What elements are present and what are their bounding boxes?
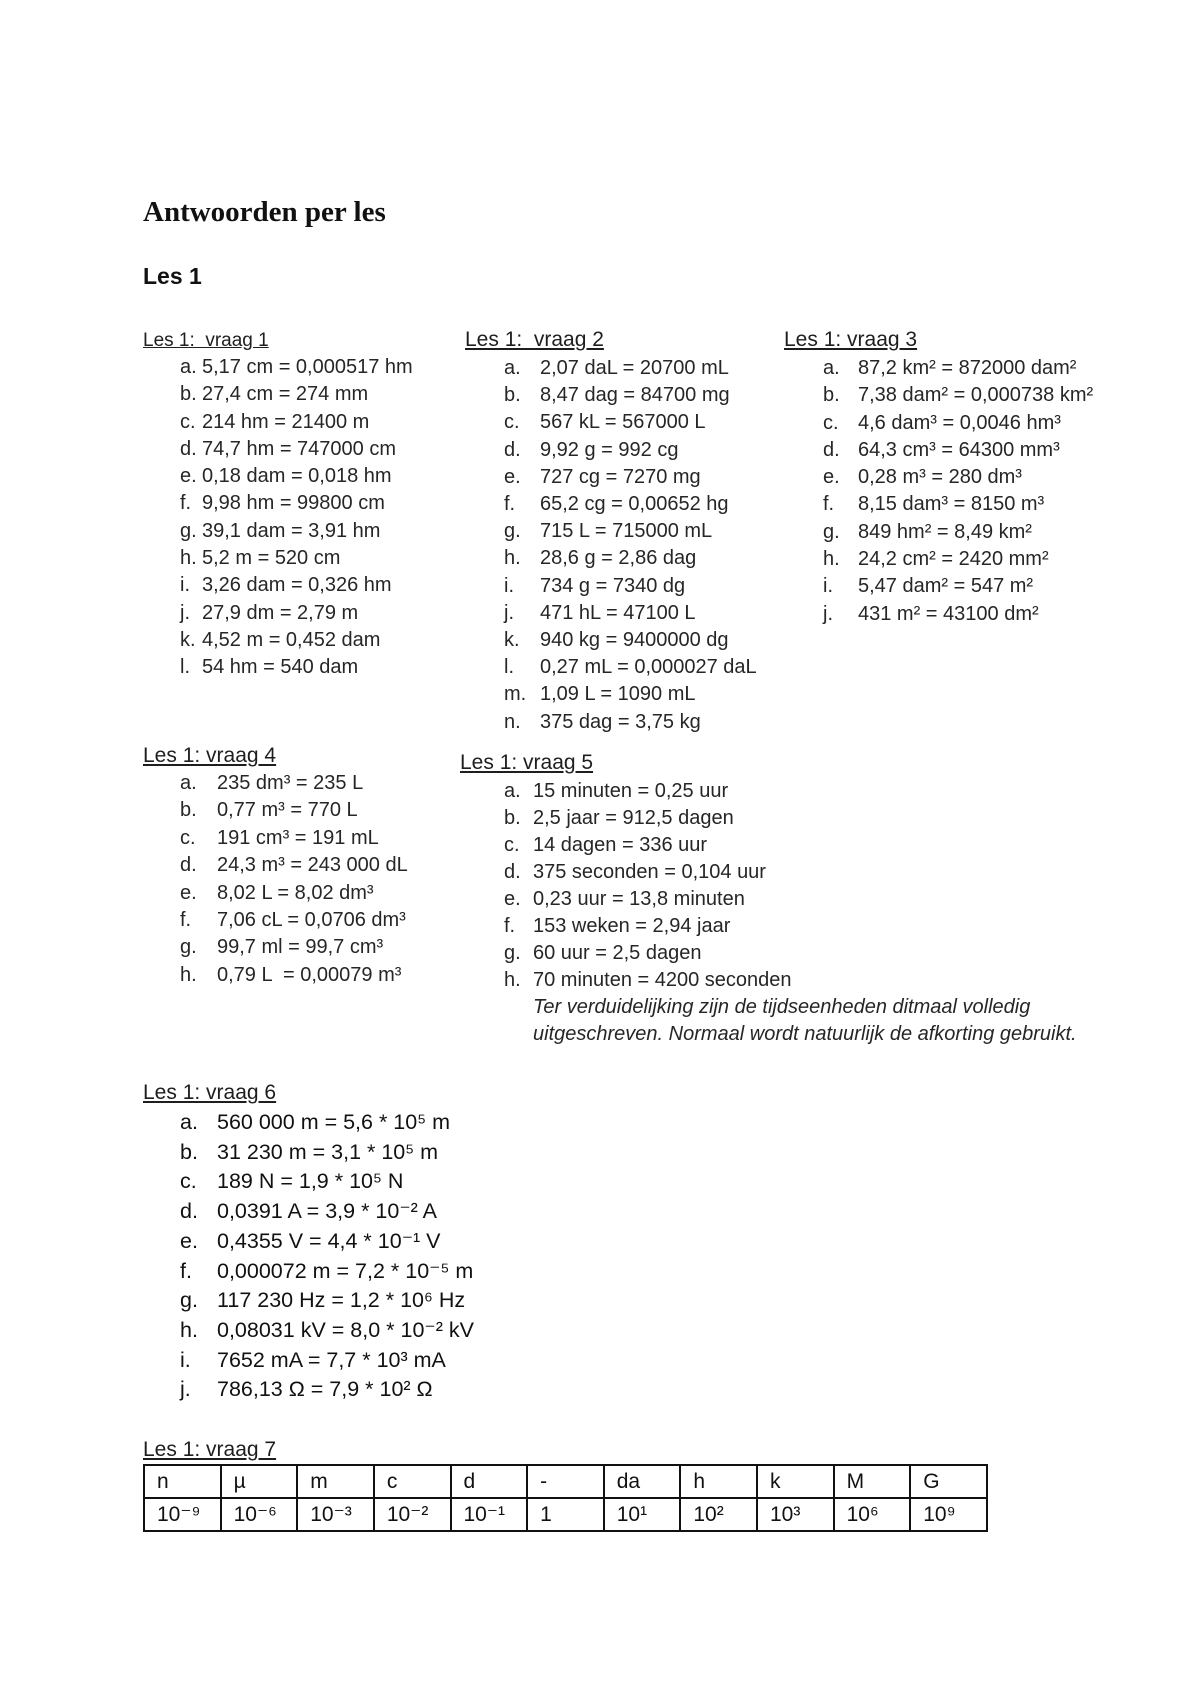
item-answer: 0,000072 m = 7,2 * 10⁻⁵ m [217,1258,474,1283]
vraag5-note-line: Ter verduidelijking zijn de tijdseenheden ditmaal volledig [533,996,1031,1019]
item-letter: h. [180,547,197,570]
power-cell: 10⁻⁶ [221,1498,298,1531]
power-cell: 10⁻² [374,1498,451,1531]
prefix-cell: h [680,1465,757,1498]
item-answer: 7652 mA = 7,7 * 10³ mA [217,1347,446,1372]
item-answer: 3,26 dam = 0,326 hm [202,574,392,597]
vraag3-item-h [784,546,1093,573]
item-letter: i. [180,1347,191,1372]
vraag2-item-i [465,573,757,600]
vraag6-item-c [143,1167,474,1197]
prefix-cell: M [834,1465,911,1498]
item-answer: 27,4 cm = 274 mm [202,383,369,406]
vraag5-item-a [460,778,1077,805]
item-answer: 471 hL = 47100 L [540,601,696,624]
vraag4-section [143,741,408,989]
item-answer: 4,52 m = 0,452 dam [202,628,381,651]
item-letter: a. [823,357,840,379]
vraag6-item-b [143,1138,474,1168]
lesson-heading: Les 1 [143,263,202,289]
vraag3-item-c [784,410,1093,437]
item-letter: g. [504,520,521,543]
item-letter: e. [823,466,840,489]
item-letter: e. [180,881,197,904]
item-answer: 0,28 m³ = 280 dm³ [858,466,1022,489]
item-letter: h. [504,547,521,570]
item-answer: 99,7 ml = 99,7 cm³ [217,936,384,959]
item-answer: 0,08031 kV = 8,0 * 10⁻² kV [217,1317,474,1342]
vraag6-heading: Les 1: vraag 6 [143,1081,277,1104]
item-answer: 117 230 Hz = 1,2 * 10⁶ Hz [217,1288,466,1313]
item-answer: 0,4355 V = 4,4 * 10⁻¹ V [217,1228,441,1253]
prefix-cell: G [910,1465,987,1498]
item-answer: 9,92 g = 992 cg [540,438,679,461]
item-letter: d. [180,437,197,460]
item-letter: b. [180,383,197,406]
item-answer: 2,07 daL = 20700 mL [540,357,729,379]
vraag4-item-g [143,934,408,961]
prefix-row [144,1465,987,1498]
power-cell: 10¹ [604,1498,681,1531]
item-answer: 65,2 cg = 0,00652 hg [540,493,729,516]
page-title: Antwoorden per les [143,196,386,228]
item-letter: e. [504,465,521,488]
item-letter: g. [180,936,197,959]
vraag2-item-m [465,681,757,708]
vraag6-item-g [143,1286,474,1316]
vraag2-item-b [465,382,757,409]
item-letter: d. [180,854,197,877]
item-letter: f. [823,493,835,516]
vraag5-item-b [460,805,1077,832]
power-cell: 10³ [757,1498,834,1531]
item-letter: e. [180,1228,198,1253]
item-letter: d. [504,438,521,461]
item-answer: 0,27 mL = 0,000027 daL [540,656,757,679]
vraag3-item-e [784,464,1093,491]
item-answer: 567 kL = 567000 L [540,411,706,434]
vraag3-item-i [784,573,1093,600]
prefix-cell: n [144,1465,221,1498]
vraag3-section [784,325,1093,628]
item-answer: 5,47 dam² = 547 m² [858,575,1034,598]
item-answer: 64,3 cm³ = 64300 mm³ [858,438,1060,461]
vraag5-section [460,748,1077,1048]
item-answer: 214 hm = 21400 m [202,410,370,433]
vraag1-item-e [143,463,413,490]
item-letter: c. [180,1169,197,1194]
item-answer: 24,3 m³ = 243 000 dL [217,854,408,877]
item-letter: c. [504,833,520,856]
vraag3-item-f [784,491,1093,518]
item-answer: 87,2 km² = 872000 dam² [858,357,1077,379]
item-answer: 375 dag = 3,75 kg [540,710,701,733]
item-answer: 8,02 L = 8,02 dm³ [217,881,374,904]
item-letter: d. [180,1199,198,1224]
item-answer: 70 minuten = 4200 seconden [533,969,792,992]
item-answer: 15 minuten = 0,25 uur [533,779,729,802]
power-cell: 10⁹ [910,1498,987,1531]
vraag2-item-g [465,518,757,545]
vraag5-heading: Les 1: vraag 5 [460,751,594,774]
vraag6-section [143,1078,474,1405]
item-letter: h. [180,1317,198,1342]
vraag1-item-h [143,545,413,572]
item-answer: 24,2 cm² = 2420 mm² [858,548,1049,571]
vraag6-item-f [143,1257,474,1287]
item-answer: 0,23 uur = 13,8 minuten [533,887,745,910]
vraag4-item-h [143,962,408,989]
vraag2-item-l [465,654,757,681]
prefix-cell: m [297,1465,374,1498]
item-answer: 2,5 jaar = 912,5 dagen [533,806,734,829]
item-answer: 0,18 dam = 0,018 hm [202,465,392,488]
vraag3-heading: Les 1: vraag 3 [784,328,918,351]
item-answer: 74,7 hm = 747000 cm [202,437,397,460]
item-answer: 31 230 m = 3,1 * 10⁵ m [217,1139,439,1164]
vraag1-heading: Les 1: vraag 1 [143,330,269,351]
vraag4-heading: Les 1: vraag 4 [143,744,277,767]
vraag6-item-a [143,1108,474,1138]
vraag5-item-f [460,913,1077,940]
item-answer: 849 hm² = 8,49 km² [858,520,1032,543]
item-answer: 727 cg = 7270 mg [540,465,701,488]
prefix-cell: c [374,1465,451,1498]
prefix-cell: d [451,1465,528,1498]
vraag6-item-d [143,1197,474,1227]
vraag3-item-j [784,601,1093,628]
vraag2-item-h [465,545,757,572]
vraag3-item-a [784,355,1093,382]
vraag2-item-n [465,709,757,736]
power-row [144,1498,987,1531]
vraag6-item-e [143,1227,474,1257]
item-letter: d. [823,438,840,461]
item-letter: a. [180,356,197,378]
vraag5-note-line: uitgeschreven. Normaal wordt natuurlijk de afkorting gebruikt. [533,1023,1077,1046]
power-cell: 10⁶ [834,1498,911,1531]
item-answer: 39,1 dam = 3,91 hm [202,519,381,542]
vraag1-list [143,354,413,682]
item-letter: n. [504,710,521,733]
prefix-table [143,1464,988,1532]
vraag3-item-b [784,382,1093,409]
vraag7-section [143,1436,988,1532]
vraag4-list [143,770,408,989]
item-letter: c. [504,411,520,434]
item-letter: l. [180,656,190,679]
item-answer: 14 dagen = 336 uur [533,833,708,856]
prefix-cell: k [757,1465,834,1498]
vraag2-list [465,355,757,736]
item-answer: 4,6 dam³ = 0,0046 hm³ [858,411,1061,434]
item-letter: i. [180,574,190,597]
power-cell: 10² [680,1498,757,1531]
vraag4-item-f [143,907,408,934]
vraag1-item-c [143,409,413,436]
item-letter: f. [180,909,192,932]
vraag1-item-a [143,354,413,381]
vraag2-item-e [465,464,757,491]
item-answer: 375 seconden = 0,104 uur [533,860,766,883]
item-letter: f. [180,1258,192,1283]
vraag1-item-f [143,490,413,517]
item-answer: 189 N = 1,9 * 10⁵ N [217,1169,404,1194]
vraag2-item-k [465,627,757,654]
prefix-cell: da [604,1465,681,1498]
vraag4-item-c [143,825,408,852]
vraag1-item-k [143,627,413,654]
vraag4-item-d [143,852,408,879]
vraag5-item-d [460,859,1077,886]
item-letter: e. [504,887,521,910]
vraag1-item-j [143,600,413,627]
item-answer: 28,6 g = 2,86 dag [540,547,697,570]
vraag6-item-i [143,1346,474,1376]
item-letter: b. [180,1139,198,1164]
item-letter: b. [823,384,840,407]
vraag6-item-j [143,1375,474,1405]
item-letter: f. [504,914,516,937]
vraag1-section [143,327,413,682]
item-answer: 5,17 cm = 0,000517 hm [202,356,413,378]
vraag1-item-i [143,572,413,599]
item-letter: b. [504,806,521,829]
vraag2-heading: Les 1: vraag 2 [465,328,604,351]
vraag3-item-d [784,437,1093,464]
item-answer: 235 dm³ = 235 L [217,772,364,794]
item-letter: f. [180,492,192,515]
item-letter: i. [504,574,514,597]
vraag4-item-e [143,880,408,907]
item-letter: b. [180,799,197,822]
item-answer: 27,9 dm = 2,79 m [202,601,359,624]
item-letter: i. [823,575,833,598]
vraag1-item-l [143,654,413,681]
item-letter: a. [504,357,521,379]
item-answer: 9,98 hm = 99800 cm [202,492,385,515]
item-letter: j. [504,601,514,624]
item-answer: 734 g = 7340 dg [540,574,686,597]
prefix-cell: - [527,1465,604,1498]
vraag2-item-a [465,355,757,382]
prefix-cell: µ [221,1465,298,1498]
item-letter: l. [504,656,514,679]
item-answer: 0,79 L = 0,00079 m³ [217,963,402,986]
item-letter: g. [180,1288,198,1313]
item-answer: 5,2 m = 520 cm [202,547,341,570]
item-letter: j. [180,601,190,624]
item-letter: h. [823,548,840,571]
vraag5-item-h [460,967,1077,994]
vraag1-item-d [143,436,413,463]
vraag1-item-b [143,381,413,408]
vraag4-item-b [143,797,408,824]
item-answer: 8,15 dam³ = 8150 m³ [858,493,1045,516]
item-answer: 54 hm = 540 dam [202,656,359,679]
vraag6-list [143,1108,474,1405]
item-letter: b. [504,384,521,407]
item-answer: 786,13 Ω = 7,9 * 10² Ω [217,1377,433,1402]
item-answer: 0,0391 A = 3,9 * 10⁻² A [217,1199,437,1224]
vraag5-item-c [460,832,1077,859]
item-letter: a. [180,772,197,794]
item-letter: c. [180,410,196,433]
vraag3-item-g [784,519,1093,546]
vraag2-item-j [465,600,757,627]
vraag1-item-g [143,518,413,545]
item-letter: m. [504,683,527,706]
vraag5-list [460,778,1077,1049]
item-letter: j. [180,1377,191,1402]
vraag5-item-g [460,940,1077,967]
item-letter: j. [823,602,833,625]
vraag2-item-d [465,437,757,464]
item-letter: f. [504,493,516,516]
item-letter: c. [180,826,196,849]
item-letter: k. [180,628,196,651]
item-answer: 940 kg = 9400000 dg [540,629,729,652]
vraag4-item-a [143,770,408,797]
item-answer: 8,47 dag = 84700 mg [540,384,730,407]
item-letter: g. [504,942,521,965]
vraag7-heading: Les 1: vraag 7 [143,1438,277,1461]
vraag6-item-h [143,1316,474,1346]
vraag2-section [465,325,757,736]
vraag3-list [784,355,1093,628]
power-cell: 1 [527,1498,604,1531]
power-cell: 10⁻⁹ [144,1498,221,1531]
item-letter: c. [823,411,839,434]
power-cell: 10⁻³ [297,1498,374,1531]
item-answer: 7,06 cL = 0,0706 dm³ [217,909,406,932]
item-answer: 1,09 L = 1090 mL [540,683,696,706]
item-letter: h. [180,963,197,986]
item-answer: 431 m² = 43100 dm² [858,602,1039,625]
item-letter: g. [180,519,197,542]
item-answer: 60 uur = 2,5 dagen [533,942,702,965]
item-letter: k. [504,629,520,652]
item-letter: e. [180,465,197,488]
vraag2-item-f [465,491,757,518]
item-letter: a. [504,779,521,802]
item-answer: 715 L = 715000 mL [540,520,713,543]
item-letter: g. [823,520,840,543]
vraag5-item-e [460,886,1077,913]
vraag2-item-c [465,409,757,436]
item-answer: 560 000 m = 5,6 * 10⁵ m [217,1110,451,1134]
item-answer: 191 cm³ = 191 mL [217,826,379,849]
item-answer: 0,77 m³ = 770 L [217,799,358,822]
item-letter: a. [180,1110,198,1134]
power-cell: 10⁻¹ [451,1498,528,1531]
item-answer: 153 weken = 2,94 jaar [533,914,731,937]
item-letter: h. [504,969,521,992]
item-letter: d. [504,860,521,883]
item-answer: 7,38 dam² = 0,000738 km² [858,384,1094,407]
